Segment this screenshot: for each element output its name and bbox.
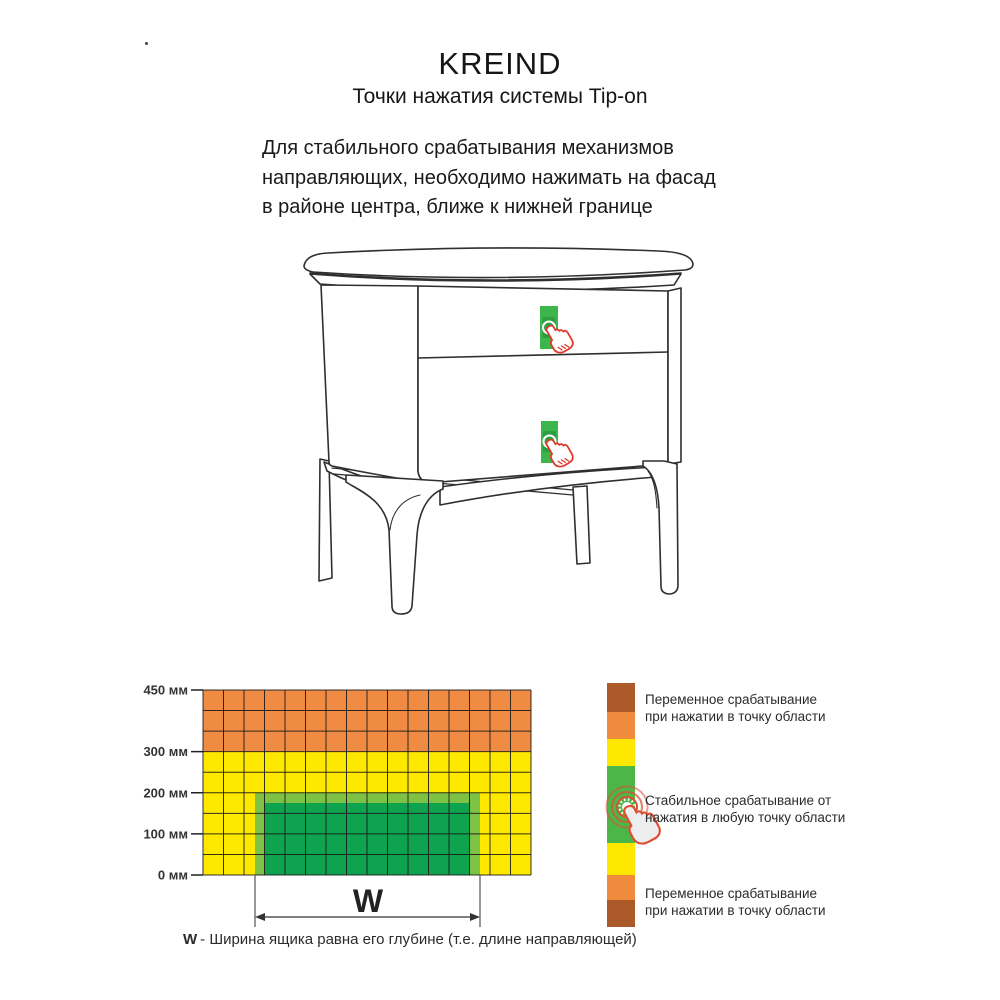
nightstand-leg-front-right bbox=[643, 461, 678, 594]
axis-tick-label: 100 мм bbox=[143, 826, 188, 842]
axis-tick-label: 450 мм bbox=[143, 682, 188, 698]
intro-line: направляющих, необходимо нажимать на фасад bbox=[262, 166, 716, 189]
axis-tick-marks bbox=[191, 690, 203, 875]
nightstand-leg-front-left bbox=[346, 475, 443, 614]
legend-item-line: Переменное срабатывание bbox=[645, 692, 818, 707]
artifact-dot bbox=[145, 42, 148, 45]
legend-bar-segment bbox=[607, 683, 635, 712]
chart-caption bbox=[183, 931, 637, 948]
caption-text: - Ширина ящика равна его глубине (т.е. длине направляющей) bbox=[200, 931, 637, 948]
legend-bar-segment bbox=[607, 712, 635, 739]
nightstand-right-edge bbox=[668, 288, 681, 464]
width-label: W bbox=[352, 883, 384, 919]
width-arrowhead-left bbox=[255, 913, 265, 921]
nightstand-illustration bbox=[240, 240, 760, 630]
page-title: KREIND bbox=[438, 46, 562, 81]
intro-line: в районе центра, ближе к нижней границе bbox=[262, 196, 653, 218]
press-zone-chart bbox=[140, 670, 600, 960]
legend-item-line: Стабильное срабатывание от bbox=[645, 793, 832, 808]
caption-width-symbol: W bbox=[183, 931, 198, 948]
nightstand-leg-back-right bbox=[573, 486, 590, 564]
axis-tick-label: 0 мм bbox=[157, 867, 188, 883]
legend-bar-segment bbox=[607, 875, 635, 900]
axis-tick-label: 200 мм bbox=[143, 785, 188, 801]
width-arrowhead-right bbox=[470, 913, 480, 921]
legend-item-variable-bottom bbox=[645, 886, 975, 919]
intro-line: Для стабильного срабатывания механизмов bbox=[262, 137, 674, 159]
axis-tick-label: 300 мм bbox=[143, 744, 188, 760]
legend-bar-segment bbox=[607, 900, 635, 927]
legend-item-variable-top bbox=[645, 692, 975, 725]
legend-item-line: нажатия в любую точку области bbox=[645, 809, 846, 825]
legend-item-line: при нажатии в точку области bbox=[645, 902, 826, 918]
nightstand-side-panel bbox=[321, 285, 427, 483]
page-subtitle: Точки нажатия системы Tip-on bbox=[352, 85, 648, 108]
legend-bar-segment bbox=[607, 739, 635, 766]
nightstand-top bbox=[304, 248, 693, 278]
legend-item-stable bbox=[645, 793, 975, 826]
legend-item-line: Переменное срабатывание bbox=[645, 886, 818, 901]
intro-paragraph bbox=[262, 134, 762, 223]
legend-item-line: при нажатии в точку области bbox=[645, 708, 826, 724]
nightstand-leg-back-left bbox=[319, 459, 332, 581]
